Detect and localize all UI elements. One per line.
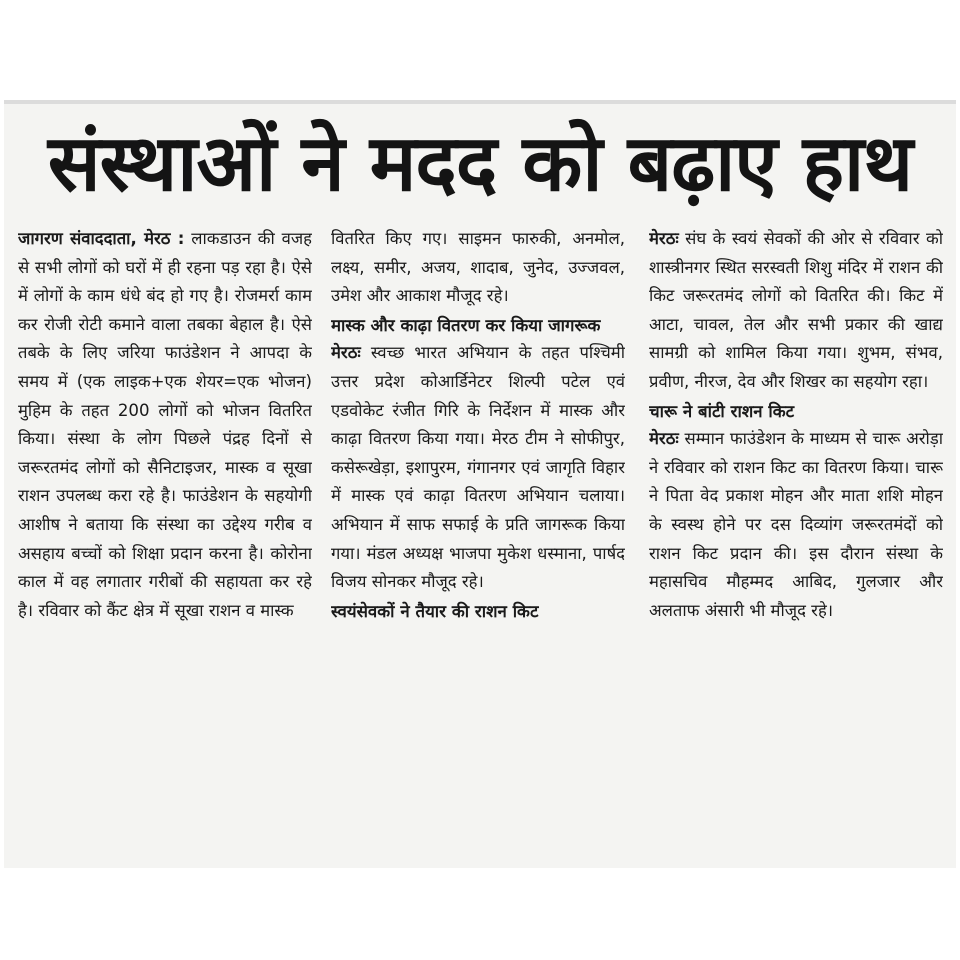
subheading-volunteers-ration-kit: स्वयंसेवकों ने तैयार की राशन किट	[331, 600, 539, 621]
column-1-body: लाकडाउन की वजह से सभी लोगों को घरों में ही रहना पड़ रहा है। ऐसे में लोगों के काम धंधे बंद हो गए है। रोजमर्रा काम कर रोजी रोटी कमाने वाला तबका बेहाल है। ऐसे तबके के लिए जरिया फाउंडेशन ने आपदा के समय में (एक लाइक+एक शेयर=एक भोजन) मुहिम के तहत 200 लोगों को भोजन वितरित किया। संस्था के लोग पिछले पंद्रह दिनों से जरूरतमंद लोगों को सैनिटाइजर, मास्क व सूखा राशन उपलब्ध करा रहे है। फाउंडेशन के सहयोगी आशीष ने बताया कि संस्था का उद्देश्य गरीब व असहाय बच्चों को शिक्षा प्रदान करना है। कोरोना काल में वह लगातार गरीबों की सहायता कर रहे है। रविवार को कैंट क्षेत्र में सूखा राशन व मास्क	[18, 229, 312, 620]
column-1-text	[18, 225, 312, 625]
headline: संस्थाओं ने मदद को बढ़ाए हाथ	[47, 119, 913, 209]
column-2-body: स्वच्छ भारत अभियान के तहत पश्चिमी उत्तर प्रदेश कोआर्डिनेटर शिल्पी पटेल एवं एडवोकेट रंजीत गिरि के निर्देशन में मास्क और काढ़ा वितरण किया गया। मेरठ टीम ने सोफीपुर, कसेरूखेड़ा, इशापुरम, गंगानगर एवं जागृति विहार में मास्क एवं काढ़ा वितरण अभियान चलाया। अभियान में साफ सफाई के प्रति जागरूक किया गया। मंडल अध्यक्ष भाजपा मुकेश धस्माना, पार्षद विजय सोनकर मौजूद रहे।	[331, 343, 625, 592]
column-3-paragraph-1	[649, 225, 943, 397]
dateline: मेरठः	[331, 343, 361, 363]
column-3-paragraph-2	[649, 425, 943, 625]
dateline: मेरठः	[649, 229, 679, 248]
clipping-top-border	[4, 100, 956, 104]
column-2-paragraph-1: वितरित किए गए। साइमन फारुकी, अनमोल, लक्ष्य, समीर, अजय, शादाब, जुनेद, उज्जवल, उमेश और आकाश मौजूद रहे।	[331, 229, 625, 306]
subheading-charu-ration-kit: चारू ने बांटी राशन किट	[649, 400, 795, 421]
dateline: मेरठः	[649, 429, 679, 449]
article-column-1	[18, 225, 312, 865]
subheading-mask-kadha: मास्क और काढ़ा वितरण कर किया जागरूक	[331, 314, 601, 335]
column-3-body-1: संघ के स्वयं सेवकों की ओर से रविवार को शास्त्रीनगर स्थित सरस्वती शिशु मंदिर में राशन की किट जरूरतमंद लोगों को वितरित की। किट में आटा, चावल, तेल और सभी प्रकार की खाद्य सामग्री को शामिल किया गया। शुभम, संभव, प्रवीण, नीरज, देव और शिखर का सहयोग रहा।	[649, 229, 943, 391]
article-column-3	[649, 225, 943, 865]
column-2-paragraph-2	[331, 339, 625, 596]
article-column-2	[331, 225, 625, 865]
column-3-body-2: सम्मान फाउंडेशन के माध्यम से चारू अरोड़ा ने रविवार को राशन किट का वितरण किया। चारू ने पिता वेद प्रकाश मोहन और माता शशि मोहन के स्वस्थ होने पर दस दिव्यांग जरूरतमंदों को राशन किट प्रदान की। इस दौरान संस्था के महासचिव मौहम्मद आबिद, गुलजार और अलताफ अंसारी भी मौजूद रहे।	[649, 429, 943, 620]
dateline: जागरण संवाददाता, मेरठ :	[18, 229, 185, 248]
newspaper-clipping	[4, 100, 956, 868]
